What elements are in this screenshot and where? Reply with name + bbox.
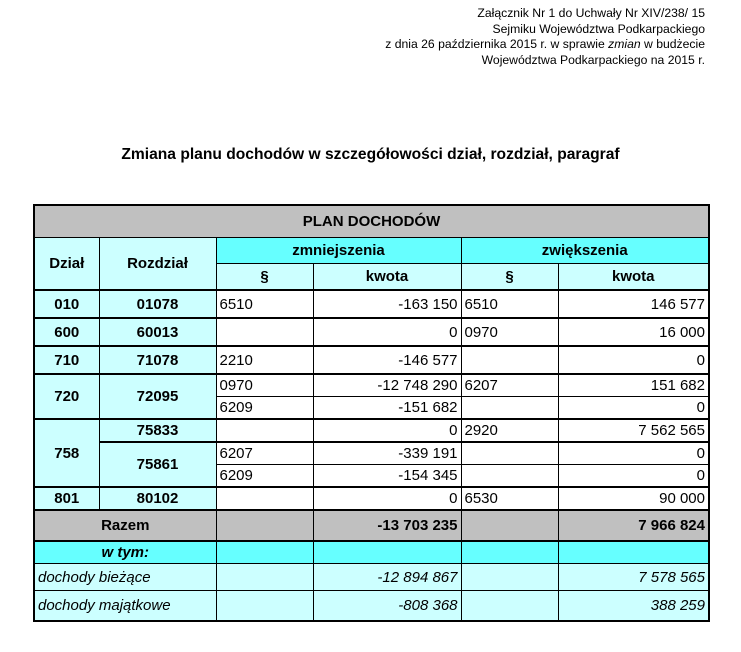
dzial-cell: 801: [34, 487, 99, 510]
zmn-kwota-cell: -146 577: [313, 346, 461, 374]
zwi-kwota-cell: 7 562 565: [558, 419, 709, 442]
zmn-paragraf-cell: 6209: [216, 465, 313, 488]
zmn-paragraf-cell: 6209: [216, 397, 313, 420]
zwi-kwota-cell: 16 000: [558, 318, 709, 346]
total-zmn-kwota: -13 703 235: [313, 510, 461, 541]
dzial-cell: 010: [34, 290, 99, 318]
rozdzial-cell: 71078: [99, 346, 216, 374]
current-income-empty: [216, 564, 313, 591]
w-tym-empty: [558, 541, 709, 564]
rozdzial-cell: 80102: [99, 487, 216, 510]
header-line-3: [385, 37, 705, 53]
table-row: [34, 419, 709, 442]
zwi-paragraf-cell: 6530: [461, 487, 558, 510]
property-income-zmn: -808 368: [313, 591, 461, 622]
col-header-zwiekszenia: zwiększenia: [461, 238, 709, 264]
zwi-kwota-cell: 151 682: [558, 374, 709, 397]
zmn-kwota-cell: -12 748 290: [313, 374, 461, 397]
zmn-paragraf-cell: [216, 318, 313, 346]
dzial-cell: 600: [34, 318, 99, 346]
zwi-kwota-cell: 146 577: [558, 290, 709, 318]
current-income-zmn: -12 894 867: [313, 564, 461, 591]
col-header-dzial: Dział: [34, 238, 99, 291]
dzial-cell: 710: [34, 346, 99, 374]
income-plan-table: [33, 204, 710, 622]
table-row: [34, 374, 709, 397]
rozdzial-cell: 75861: [99, 442, 216, 487]
zwi-kwota-cell: 90 000: [558, 487, 709, 510]
table-caption: PLAN DOCHODÓW: [34, 205, 709, 238]
current-income-label: dochody bieżące: [34, 564, 216, 591]
zmn-paragraf-cell: [216, 419, 313, 442]
table-row: [34, 442, 709, 465]
zmn-paragraf-cell: 0970: [216, 374, 313, 397]
dzial-cell: 758: [34, 419, 99, 487]
current-income-zwi: 7 578 565: [558, 564, 709, 591]
zwi-paragraf-cell: [461, 465, 558, 488]
zmn-kwota-cell: -154 345: [313, 465, 461, 488]
zmn-kwota-cell: -339 191: [313, 442, 461, 465]
zmn-paragraf-cell: 2210: [216, 346, 313, 374]
col-header-zwi-kwota: kwota: [558, 264, 709, 291]
header-line-1: Załącznik Nr 1 do Uchwały Nr XIV/238/ 15: [477, 6, 705, 20]
zwi-paragraf-cell: [461, 397, 558, 420]
zwi-paragraf-cell: 2920: [461, 419, 558, 442]
total-zwi-kwota: 7 966 824: [558, 510, 709, 541]
zmn-kwota-cell: -151 682: [313, 397, 461, 420]
w-tym-empty: [461, 541, 558, 564]
total-row: [34, 510, 709, 541]
rozdzial-cell: 72095: [99, 374, 216, 419]
table-row: [34, 487, 709, 510]
w-tym-empty: [216, 541, 313, 564]
table-row: [34, 318, 709, 346]
header-line-4: Województwa Podkarpackiego na 2015 r.: [481, 52, 705, 67]
zwi-kwota-cell: 0: [558, 346, 709, 374]
total-label: Razem: [34, 510, 216, 541]
header-line-3-pre: z dnia 26 października 2015 r. w sprawie: [385, 37, 609, 52]
w-tym-row: [34, 541, 709, 564]
property-income-empty: [216, 591, 313, 622]
zwi-paragraf-cell: [461, 442, 558, 465]
zwi-kwota-cell: 0: [558, 442, 709, 465]
zwi-paragraf-cell: [461, 346, 558, 374]
dzial-cell: 720: [34, 374, 99, 419]
col-header-zmn-paragraf: §: [216, 264, 313, 291]
w-tym-empty: [313, 541, 461, 564]
property-income-label: dochody majątkowe: [34, 591, 216, 622]
document-title: Zmiana planu dochodów w szczegółowości dział, rozdział, paragraf: [121, 146, 620, 163]
col-header-rozdzial: Rozdział: [99, 238, 216, 291]
zwi-paragraf-cell: 6207: [461, 374, 558, 397]
property-income-empty: [461, 591, 558, 622]
table-row: [34, 346, 709, 374]
rozdzial-cell: 75833: [99, 419, 216, 442]
property-income-zwi: 388 259: [558, 591, 709, 622]
zmn-paragraf-cell: [216, 487, 313, 510]
resolution-header: [385, 6, 705, 68]
zwi-paragraf-cell: 6510: [461, 290, 558, 318]
total-zwi-paragraf: [461, 510, 558, 541]
zmn-kwota-cell: 0: [313, 318, 461, 346]
property-income-row: [34, 591, 709, 622]
zmn-paragraf-cell: 6510: [216, 290, 313, 318]
rozdzial-cell: 60013: [99, 318, 216, 346]
zmn-kwota-cell: -163 150: [313, 290, 461, 318]
rozdzial-cell: 01078: [99, 290, 216, 318]
table-row: [34, 290, 709, 318]
header-line-3-post: w budżecie: [640, 37, 705, 52]
col-header-zmniejszenia: zmniejszenia: [216, 238, 461, 264]
zmn-kwota-cell: 0: [313, 487, 461, 510]
total-zmn-paragraf: [216, 510, 313, 541]
w-tym-label: w tym:: [34, 541, 216, 564]
current-income-empty: [461, 564, 558, 591]
zwi-kwota-cell: 0: [558, 397, 709, 420]
col-header-zwi-paragraf: §: [461, 264, 558, 291]
zmn-paragraf-cell: 6207: [216, 442, 313, 465]
current-income-row: [34, 564, 709, 591]
header-line-3-em: zmian: [608, 37, 641, 52]
zmn-kwota-cell: 0: [313, 419, 461, 442]
col-header-zmn-kwota: kwota: [313, 264, 461, 291]
header-line-2: Sejmiku Województwa Podkarpackiego: [492, 21, 705, 36]
zwi-paragraf-cell: 0970: [461, 318, 558, 346]
zwi-kwota-cell: 0: [558, 465, 709, 488]
